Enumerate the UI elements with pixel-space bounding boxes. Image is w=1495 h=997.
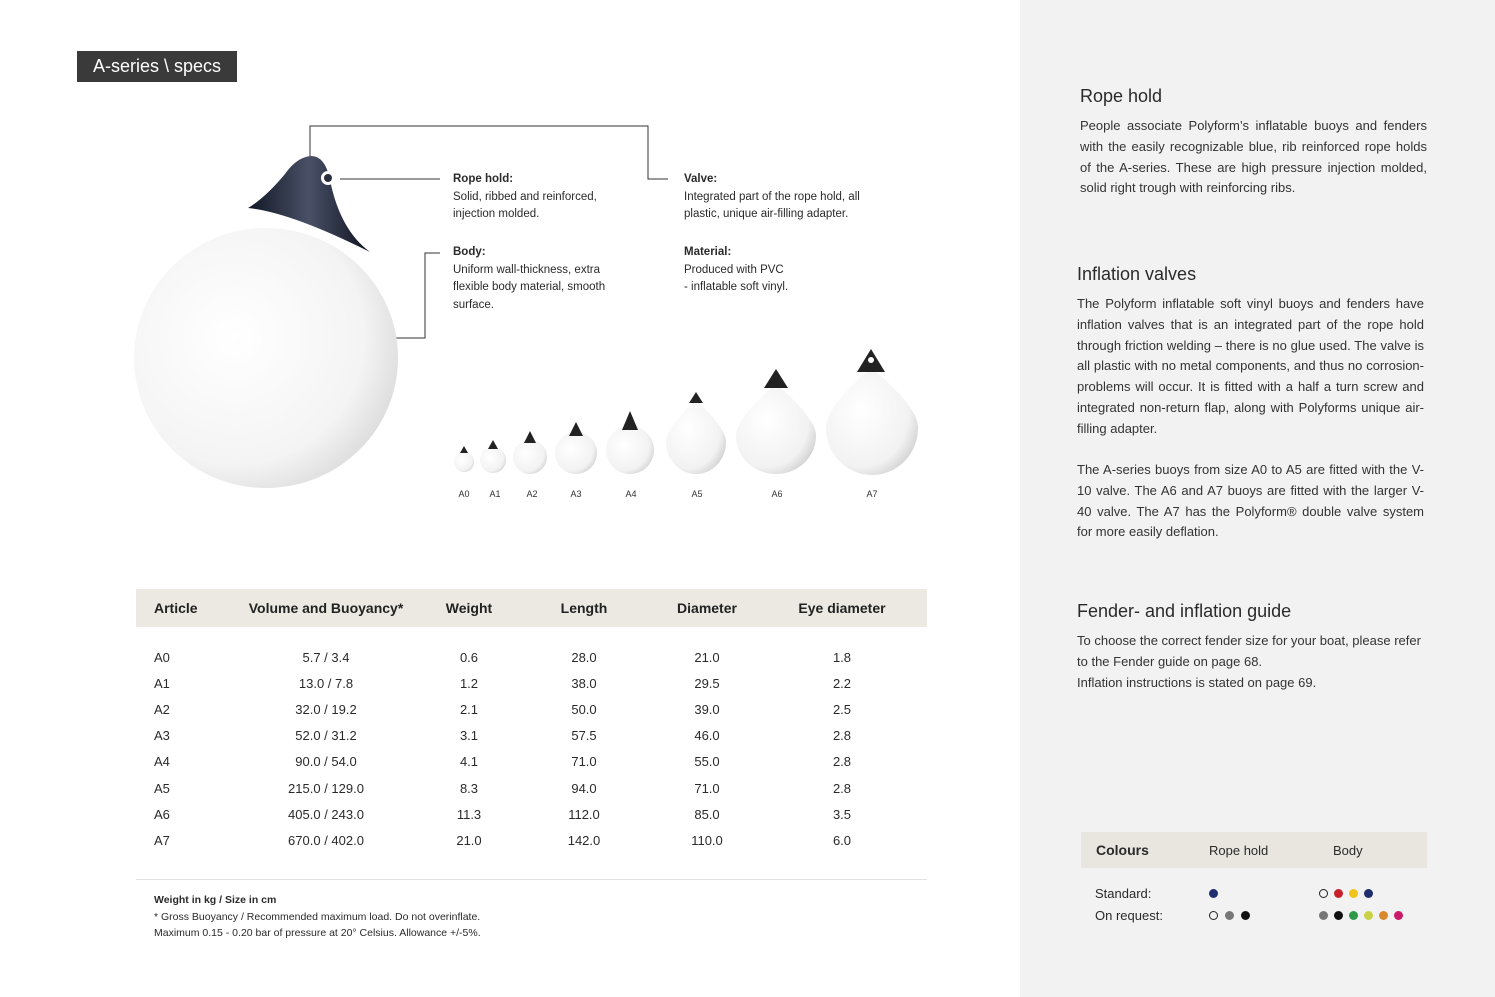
- cell-volume: 90.0 / 54.0: [295, 754, 357, 770]
- inflation-valves-text-2: The A-series buoys from size A0 to A5 are fitted with the V-10 valve. The A6 and A7 buoys are fitted with the larger V-40 valve. The A7 has the Polyform® double valve system for more easily deflation.: [1077, 462, 1424, 540]
- colour-swatch: [1334, 911, 1343, 920]
- colours-header: [1081, 832, 1427, 868]
- footnote-line: Maximum 0.15 - 0.20 bar of pressure at 20° Celsius. Allowance +/-5%.: [154, 927, 481, 939]
- callout-body-section: [453, 244, 605, 314]
- callout-title: Body:: [453, 246, 486, 258]
- cell-article: A4: [154, 754, 170, 770]
- size-label-a5: A5: [691, 489, 703, 499]
- footnote-line: * Gross Buoyancy / Recommended maximum load. Do not overinflate.: [154, 910, 481, 923]
- cell-volume: 13.0 / 7.8: [298, 675, 354, 691]
- callout-body: Solid, ribbed and reinforced, injection molded.: [453, 190, 597, 220]
- cell-volume: 405.0 / 243.0: [288, 806, 364, 822]
- cell-diameter: 21.0: [694, 649, 720, 665]
- size-label-a7: A7: [866, 489, 878, 499]
- callout-rope-hold: [453, 171, 597, 224]
- cell-weight: 8.3: [459, 780, 479, 796]
- footnotes: [154, 892, 481, 942]
- cell-article: A3: [154, 728, 170, 744]
- cell-eye-diameter: 3.5: [832, 806, 852, 822]
- header-volume: Volume and Buoyancy*: [248, 600, 404, 616]
- size-label-a3: A3: [570, 489, 582, 499]
- colour-swatch: [1225, 911, 1234, 920]
- footnote-units: Weight in kg / Size in cm: [154, 894, 277, 906]
- cell-weight: 1.2: [459, 675, 479, 691]
- cell-volume: 215.0 / 129.0: [288, 780, 364, 796]
- cell-diameter: 29.5: [694, 675, 720, 691]
- cell-length: 112.0: [568, 806, 600, 822]
- cell-eye-diameter: 2.8: [832, 754, 852, 770]
- header-weight: Weight: [445, 600, 493, 616]
- cell-weight: 0.6: [459, 649, 479, 665]
- swatches-body: [1319, 889, 1427, 898]
- cell-article: A6: [154, 806, 170, 822]
- colour-swatch: [1364, 911, 1373, 920]
- callout-title: Valve:: [684, 173, 718, 185]
- table-row: [136, 775, 927, 801]
- cell-eye-diameter: 2.5: [832, 701, 852, 717]
- inflation-valves-heading: Inflation valves: [1077, 264, 1197, 284]
- colour-swatch: [1209, 911, 1218, 920]
- buoy-a7: [826, 349, 918, 475]
- header-diameter: Diameter: [677, 600, 737, 616]
- cell-length: 142.0: [567, 832, 601, 848]
- cell-diameter: 110.0: [691, 832, 723, 848]
- colour-swatch: [1241, 911, 1250, 920]
- callout-body: Uniform wall-thickness, extra flexible body material, smooth surface.: [453, 263, 606, 311]
- colour-swatch: [1319, 911, 1328, 920]
- cell-diameter: 85.0: [694, 806, 720, 822]
- colour-swatch: [1334, 889, 1343, 898]
- buoy-a3: [555, 422, 597, 474]
- cell-article: A1: [154, 675, 170, 691]
- colour-swatch: [1209, 889, 1218, 898]
- colour-swatch: [1349, 889, 1358, 898]
- cell-weight: 4.1: [459, 754, 479, 770]
- callout-body: Integrated part of the rope hold, all plastic, unique air-filling adapter.: [684, 190, 860, 220]
- table-header: [136, 589, 927, 627]
- cell-length: 71.0: [571, 754, 597, 770]
- table-divider: [136, 879, 927, 880]
- cell-volume: 32.0 / 19.2: [295, 701, 357, 717]
- cell-length: 38.0: [571, 675, 597, 691]
- table-row: [136, 749, 927, 775]
- table-row: [136, 644, 927, 670]
- cell-length: 57.5: [571, 728, 597, 744]
- guide-text: To choose the correct fender size for your boat, please refer to the Fender guide on page 68. Inflation instructions is stated on page 69.: [1077, 633, 1421, 690]
- size-label-a0: A0: [458, 489, 470, 499]
- size-label-a4: A4: [625, 489, 637, 499]
- buoy-a0: [454, 446, 474, 472]
- size-label-a1: A1: [489, 489, 501, 499]
- header-length: Length: [560, 600, 608, 616]
- cell-article: A0: [154, 649, 170, 665]
- colour-swatch: [1349, 911, 1358, 920]
- buoy-a6: [736, 369, 816, 474]
- rope-hold-text: People associate Polyform’s inflatable buoys and fenders with the easily recognizable blue, rib reinforced rope holds of the A-series. These are high pressure injection molded, solid right trough with reinforcing ribs.: [1080, 118, 1427, 196]
- swatches-rope-hold: [1209, 889, 1319, 898]
- cell-weight: 21.0: [456, 832, 482, 848]
- cell-eye-diameter: 2.8: [832, 780, 852, 796]
- buoy-a1: [480, 440, 506, 473]
- rope-hold-heading: Rope hold: [1080, 86, 1163, 106]
- cell-volume: 670.0 / 402.0: [288, 832, 364, 848]
- table-row: [136, 801, 927, 827]
- callout-valve: [684, 171, 860, 224]
- swatches-body: [1319, 911, 1427, 920]
- header-article: Article: [154, 600, 198, 616]
- cell-weight: 3.1: [459, 728, 479, 744]
- colour-swatch: [1394, 911, 1403, 920]
- colours-row-standard: [1081, 882, 1427, 904]
- cell-eye-diameter: 6.0: [832, 832, 852, 848]
- colours-row-label: On request:: [1095, 907, 1163, 923]
- cell-weight: 11.3: [456, 806, 482, 822]
- guide-heading: Fender- and inflation guide: [1077, 601, 1292, 621]
- colours-rope-hold-header: Rope hold: [1209, 842, 1269, 858]
- buoy-a4: [606, 411, 654, 474]
- cell-volume: 5.7 / 3.4: [302, 649, 350, 665]
- colours-row-label: Standard:: [1095, 885, 1152, 901]
- colour-swatch: [1319, 889, 1328, 898]
- colours-table: [1081, 832, 1427, 926]
- colours-body-header: Body: [1333, 842, 1363, 858]
- table-body: [136, 644, 927, 854]
- callout-title: Rope hold:: [453, 173, 514, 185]
- cell-eye-diameter: 2.2: [832, 675, 852, 691]
- hero-buoy-image: [120, 140, 420, 500]
- section-tag: A-series \ specs: [77, 51, 237, 82]
- inflation-valves-text: The Polyform inflatable soft vinyl buoys and fenders have inflation valves that is an integrated part of the rope hold through friction welding – there is no glue used. The valve is all plastic with no metal components, and thus no corrosion-problems will occur. It is fitted with a half a turn screw and integrated non-return flap, along with Polyforms unique air-filling adapter.: [1077, 296, 1424, 436]
- cell-length: 94.0: [571, 780, 597, 796]
- colours-row-on-request: [1081, 904, 1427, 926]
- buoy-a2: [513, 431, 547, 474]
- colours-title: Colours: [1096, 842, 1149, 858]
- cell-diameter: 39.0: [694, 701, 720, 717]
- table-row: [136, 723, 927, 749]
- cell-article: A2: [154, 701, 170, 717]
- cell-article: A7: [154, 832, 170, 848]
- cell-length: 28.0: [571, 649, 597, 665]
- callout-material: [684, 244, 788, 297]
- colour-swatch: [1364, 889, 1373, 898]
- callout-body: Produced with PVC - inflatable soft vinyl.: [684, 263, 789, 293]
- cell-diameter: 55.0: [694, 754, 720, 770]
- size-label-a2: A2: [526, 489, 538, 499]
- table-row: [136, 827, 927, 853]
- callout-title: Material:: [684, 246, 732, 258]
- cell-diameter: 46.0: [694, 728, 720, 744]
- colour-swatch: [1379, 911, 1388, 920]
- size-label-a6: A6: [771, 489, 783, 499]
- spec-table: [136, 589, 927, 854]
- swatches-rope-hold: [1209, 911, 1319, 920]
- size-lineup-image: [440, 340, 930, 480]
- buoy-a5: [666, 392, 726, 474]
- cell-eye-diameter: 2.8: [832, 728, 852, 744]
- cell-article: A5: [154, 780, 170, 796]
- table-row: [136, 670, 927, 696]
- cell-diameter: 71.0: [694, 780, 720, 796]
- table-row: [136, 696, 927, 722]
- cell-weight: 2.1: [459, 701, 479, 717]
- cell-length: 50.0: [571, 701, 597, 717]
- cell-volume: 52.0 / 31.2: [295, 728, 357, 744]
- header-eye-diameter: Eye diameter: [798, 600, 886, 616]
- cell-eye-diameter: 1.8: [832, 649, 852, 665]
